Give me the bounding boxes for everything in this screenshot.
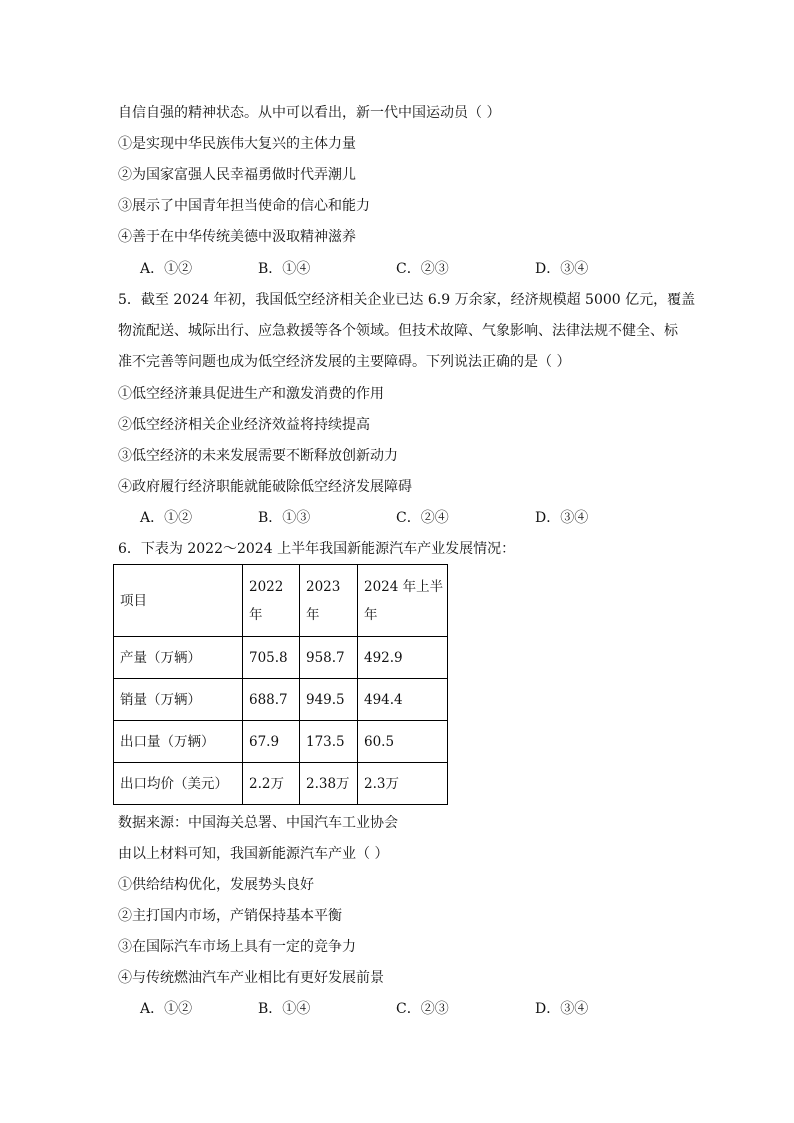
q5-option-b[interactable]: B．①③: [258, 510, 311, 526]
table-header-2024-label: 2024 年上半: [364, 578, 444, 595]
q6-option-c[interactable]: C．②③: [396, 1001, 449, 1017]
table-cell: 494.4: [358, 679, 448, 721]
q6-option-b[interactable]: B．①④: [258, 1001, 311, 1017]
q4-statement-4: ④善于在中华传统美德中汲取精神滋养: [118, 229, 356, 245]
table-row: [114, 637, 448, 679]
q5-statement-4: ④政府履行经济职能就能破除低空经济发展障碍: [118, 479, 412, 495]
q4-option-d[interactable]: D．③④: [535, 261, 589, 277]
q5-stem-line-2: 物流配送、城际出行、应急救援等各个领域。但技术故障、气象影响、法律法规不健全、标: [118, 323, 678, 339]
table-row: [114, 679, 448, 721]
table-cell: 688.7: [243, 679, 300, 721]
q5-stem-line-1: 5．截至 2024 年初，我国低空经济相关企业已达 6.9 万余家，经济规模超 5000 亿元，覆盖: [118, 292, 696, 308]
q6-statement-3: ③在国际汽车市场上具有一定的竞争力: [118, 939, 356, 955]
q4-stem-tail: 自信自强的精神状态。从中可以看出，新一代中国运动员（ ）: [118, 105, 501, 121]
table-header-2024-unit: 年: [364, 606, 378, 623]
table-header-2022-unit: 年: [249, 606, 263, 623]
q6-statement-2: ②主打国内市场，产销保持基本平衡: [118, 908, 342, 924]
q6-source: 数据来源：中国海关总署、中国汽车工业协会: [118, 815, 398, 831]
q5-statement-3: ③低空经济的未来发展需要不断释放创新动力: [118, 448, 398, 464]
q5-statement-2: ②低空经济相关企业经济效益将持续提高: [118, 417, 370, 433]
table-header-item: 项目: [114, 565, 243, 637]
q6-intro: 6．下表为 2022～2024 上半年我国新能源汽车产业发展情况：: [118, 541, 516, 557]
table-cell: 2.2万: [243, 763, 300, 805]
q6-stem: 由以上材料可知，我国新能源汽车产业（ ）: [118, 846, 389, 862]
q4-option-a[interactable]: A．①②: [140, 261, 193, 277]
q6-statement-4: ④与传统燃油汽车产业相比有更好发展前景: [118, 970, 384, 986]
data-table: [113, 564, 448, 805]
q5-stem-line-3: 准不完善等问题也成为低空经济发展的主要障碍。下列说法正确的是（ ）: [118, 354, 571, 370]
table-header-2023-unit: 年: [306, 606, 320, 623]
table-cell: 492.9: [358, 637, 448, 679]
q4-statement-1: ①是实现中华民族伟大复兴的主体力量: [118, 136, 356, 152]
q5-option-d[interactable]: D．③④: [535, 510, 589, 526]
table-header-row: [114, 565, 448, 637]
table-cell: 958.7: [300, 637, 358, 679]
table-cell: 销量（万辆）: [114, 679, 243, 721]
table-header-2022-year: 2022: [249, 578, 284, 595]
table-row: [114, 763, 448, 805]
table-row: [114, 721, 448, 763]
table-cell: 705.8: [243, 637, 300, 679]
q4-statement-3: ③展示了中国青年担当使命的信心和能力: [118, 198, 370, 214]
table-header-2024: [358, 565, 448, 637]
q5-option-c[interactable]: C．②④: [396, 510, 449, 526]
table-cell: 949.5: [300, 679, 358, 721]
table-cell: 67.9: [243, 721, 300, 763]
table-cell: 2.3万: [358, 763, 448, 805]
q6-option-d[interactable]: D．③④: [535, 1001, 589, 1017]
table-cell: 2.38万: [300, 763, 358, 805]
table-cell: 产量（万辆）: [114, 637, 243, 679]
q5-statement-1: ①低空经济兼具促进生产和激发消费的作用: [118, 386, 384, 402]
q4-option-c[interactable]: C．②③: [396, 261, 449, 277]
table-cell: 出口均价（美元）: [114, 763, 243, 805]
table-cell: 173.5: [300, 721, 358, 763]
q6-statement-1: ①供给结构优化，发展势头良好: [118, 877, 314, 893]
table-header-2023-year: 2023: [306, 578, 341, 595]
q6-option-a[interactable]: A．①②: [140, 1001, 193, 1017]
table-cell: 60.5: [358, 721, 448, 763]
q4-statement-2: ②为国家富强人民幸福勇做时代弄潮儿: [118, 167, 356, 183]
q4-option-b[interactable]: B．①④: [258, 261, 311, 277]
table-header-2022: [243, 565, 300, 637]
table-cell: 出口量（万辆）: [114, 721, 243, 763]
q5-option-a[interactable]: A．①②: [140, 510, 193, 526]
table-header-2023: [300, 565, 358, 637]
